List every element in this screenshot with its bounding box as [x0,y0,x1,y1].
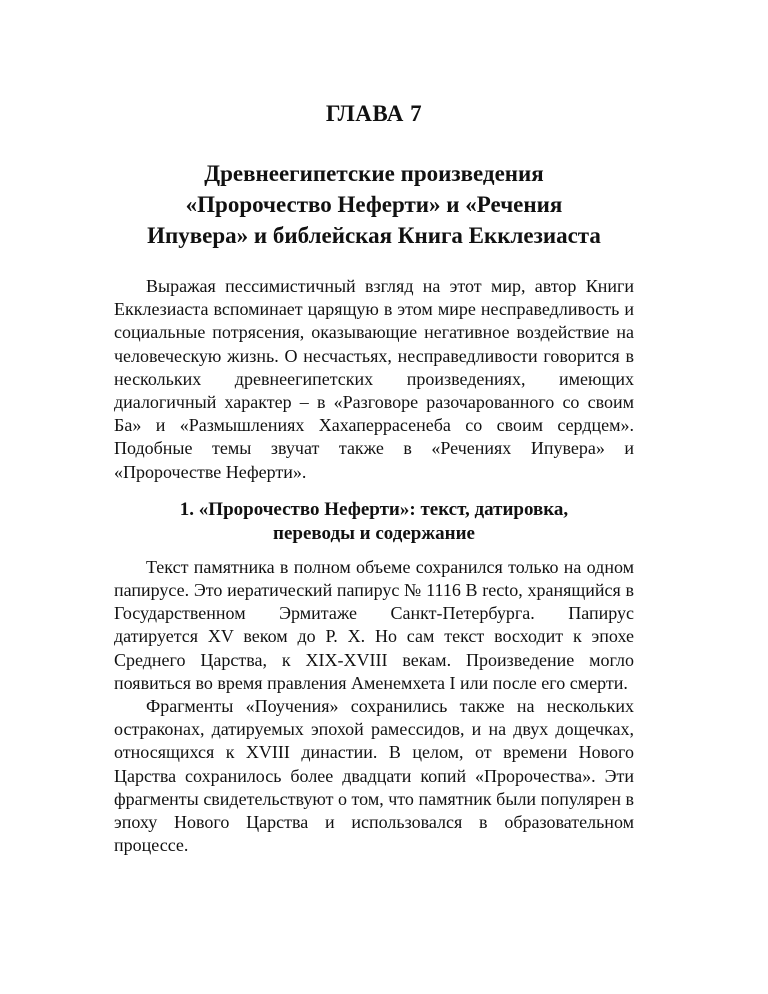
chapter-title [114,158,634,251]
section-heading-line: 1. «Пророчество Неферти»: текст, датировка, [179,498,569,520]
section-heading-line: переводы и содержание [273,522,475,544]
chapter-title-line: «Пророчество Неферти» и «Речения [185,192,563,217]
document-page [114,92,634,857]
section-paragraph: Фрагменты «Поучения» сохранились также на нескольких остраконах, датируемых эпохой рамессидов, и на двух дощечках, относящихся к XVIII династии. В целом, от времени Нового Царства сохранилось более двадцати копий «Пророчества». Эти фрагменты свидетельствуют о том, что памятник были популярен в эпоху Нового Царства и использовался в образовательном процессе. [114,696,634,856]
chapter-title-line: Ипувера» и библейская Книга Екклезиаста [147,223,601,248]
chapter-label: ГЛАВА 7 [325,101,423,126]
chapter-title-line: Древнеегипетские произведения [204,161,544,186]
section-heading [114,498,634,546]
section-paragraph: Текст памятника в полном объеме сохранился только на одном папирусе. Это иератический папирус № 1116 В recto, хранящийся в Государственном Эрмитаже Санкт-Петербурга. Папирус датируется XV веком до Р. Х. Но сам текст восходит к эпохе Среднего Царства, к XIX-XVIII векам. Произведение могло появиться во время правления Аменемхета I или после его смерти. [114,556,634,693]
intro-paragraph: Выражая пессимистичный взгляд на этот мир, автор Книги Екклезиаста вспоминает царящую в этом мире несправедливость и социальные потрясения, оказывающие негативное воздействие на человеческую жизнь. О несчастьях, несправедливости говорится в нескольких древнеегипетских произведениях, имеющих диалогичный характер – в «Разговоре разочарованного со своим Ба» и «Размышлениях Хахаперрасенеба со своим сердцем». Подобные темы звучат также в «Речениях Ипувера» и «Пророчестве Неферти». [114,276,634,482]
